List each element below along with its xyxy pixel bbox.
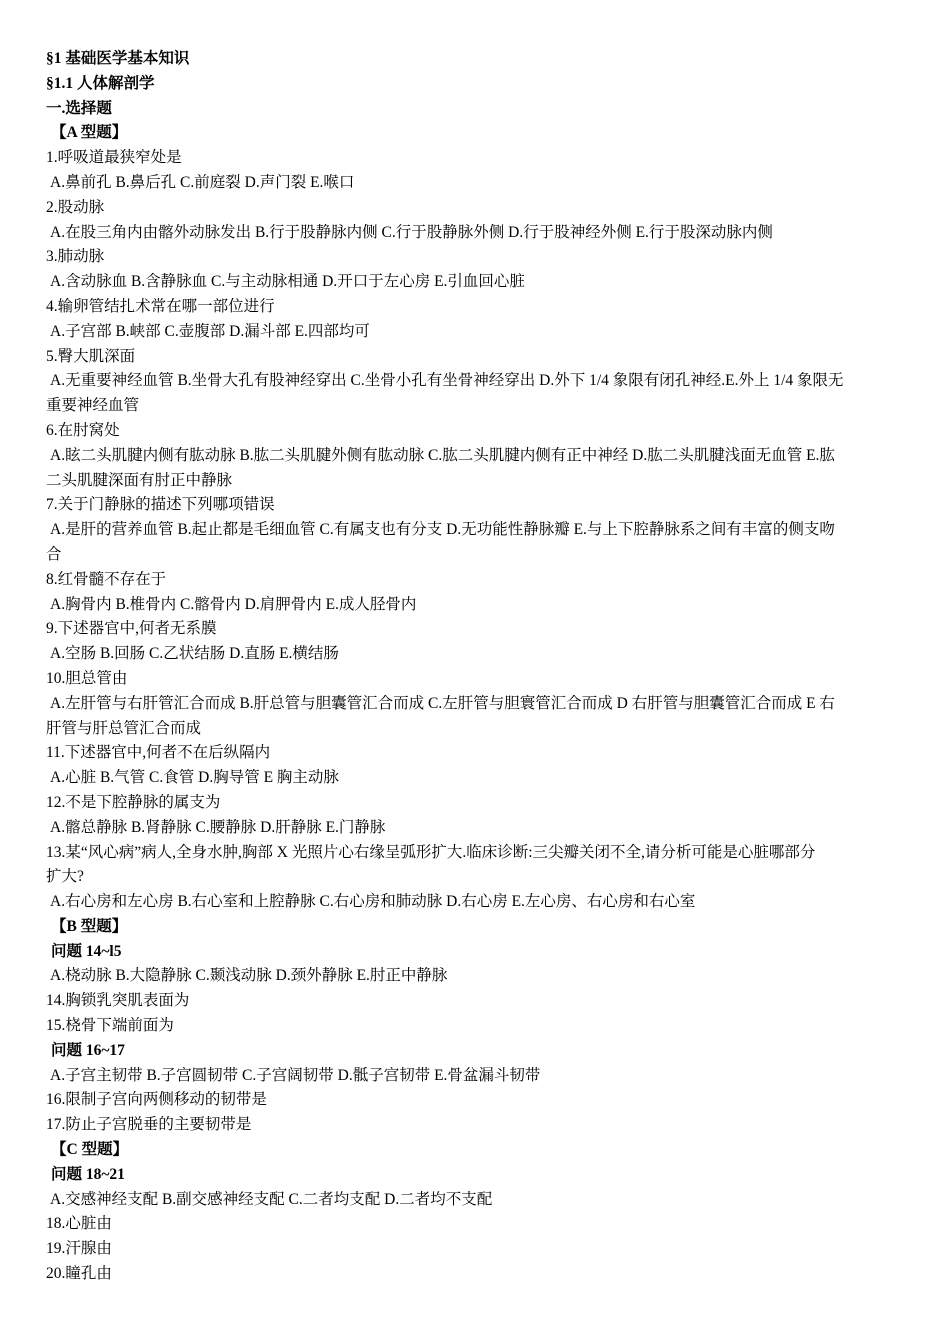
question-6: 6.在肘窝处 [46, 421, 120, 439]
question-5: 5.臀大肌深面 [46, 347, 136, 365]
question-16: 16.限制子宫向两侧移动的韧带是 [46, 1091, 267, 1109]
question-type-c-heading: 【C 型题】 [51, 1141, 129, 1159]
question-9: 9.下述器官中,何者无系膜 [46, 620, 217, 638]
question-5-options: A.无重要神经血管 B.坐骨大孔有股神经穿出 C.坐骨小孔有坐骨神经穿出 D.外下 1/4 象限有闭孔神经.E.外上 1/4 象限无 [50, 372, 844, 390]
question-15: 15.桡骨下端前面为 [46, 1017, 174, 1035]
question-10: 10.胆总管由 [46, 669, 128, 687]
question-2: 2.股动脉 [46, 198, 105, 216]
question-10-options-continued: 肝管与肝总管汇合而成 [46, 719, 202, 737]
question-7: 7.关于门静脉的描述下列哪项错误 [46, 496, 275, 514]
question-14: 14.胸锁乳突肌表面为 [46, 992, 190, 1010]
question-9-options: A.空肠 B.回肠 C.乙状结肠 D.直肠 E.横结肠 [50, 645, 339, 663]
question-12: 12.不是下腔静脉的属支为 [46, 793, 221, 811]
question-3: 3.肺动脉 [46, 248, 105, 266]
question-7-options: A.是肝的营养血管 B.起止都是毛细血管 C.有属支也有分支 D.无功能性静脉瓣 E.与上下腔静脉系之间有丰富的侧支吻 [50, 521, 835, 539]
question-11: 11.下述器官中,何者不在后纵隔内 [46, 744, 271, 762]
question-type-b-heading: 【B 型题】 [51, 917, 128, 935]
question-1: 1.呼吸道最狭窄处是 [46, 149, 182, 167]
subsection-heading: 一.选择题 [46, 99, 112, 117]
question-type-a-heading: 【A 型题】 [51, 124, 128, 142]
question-6-options: A.眩二头肌腱内侧有肱动脉 B.肱二头肌腱外侧有肱动脉 C.肱二头肌腱内侧有正中神经 D.肱二头肌腱浅面无血管 E.肱 [50, 446, 835, 464]
question-3-options: A.含动脉血 B.含静脉血 C.与主动脉相通 D.开口于左心房 E.引血回心脏 [50, 273, 525, 291]
question-17: 17.防止子宫脱垂的主要韧带是 [46, 1116, 252, 1134]
question-8: 8.红骨髓不存在于 [46, 570, 167, 588]
question-group-16-17: 问题 16~17 [51, 1041, 125, 1059]
question-13: 13.某“风心病”病人,全身水肿,胸部 X 光照片心右缘呈弧形扩大.临床诊断:三尖瓣关闭不全,请分析可能是心脏哪部分 [46, 843, 816, 861]
question-group-16-17-options: A.子宫主韧带 B.子宫圆韧带 C.子宫阔韧带 D.骶子宫韧带 E.骨盆漏斗韧带 [50, 1066, 541, 1084]
document-page [46, 47, 908, 1287]
question-2-options: A.在股三角内由髂外动脉发出 B.行于股静脉内侧 C.行于股静脉外侧 D.行于股神经外侧 E.行于股深动脉内侧 [50, 223, 773, 241]
question-5-options-continued: 重要神经血管 [46, 397, 140, 415]
question-group-18-21-options: A.交感神经支配 B.副交感神经支配 C.二者均支配 D.二者均不支配 [50, 1190, 493, 1208]
question-7-options-continued: 合 [46, 545, 62, 563]
question-6-options-continued: 二头肌腱深面有肘正中静脉 [46, 471, 233, 489]
question-4-options: A.子宫部 B.峡部 C.壶腹部 D.漏斗部 E.四部均可 [50, 322, 370, 340]
chapter-heading: §1 基础医学基本知识 [46, 50, 190, 67]
question-20: 20.瞳孔由 [46, 1265, 112, 1283]
section-heading: §1.1 人体解剖学 [46, 74, 155, 92]
question-12-options: A.髂总静脉 B.肾静脉 C.腰静脉 D.肝静脉 E.门静脉 [50, 818, 386, 836]
question-18: 18.心脏由 [46, 1215, 112, 1233]
question-13-options: A.右心房和左心房 B.右心室和上腔静脉 C.右心房和肺动脉 D.右心房 E.左心房、右心房和右心室 [50, 893, 696, 911]
question-1-options: A.鼻前孔 B.鼻后孔 C.前庭裂 D.声门裂 E.喉口 [50, 173, 355, 191]
question-13-continued: 扩大? [46, 868, 84, 886]
question-10-options: A.左肝管与右肝管汇合而成 B.肝总管与胆囊管汇合而成 C.左肝管与胆寰管汇合而成 D 右肝管与胆囊管汇合而成 E 右 [50, 694, 835, 712]
question-11-options: A.心脏 B.气管 C.食管 D.胸导管 E 胸主动脉 [50, 769, 339, 787]
question-19: 19.汗腺由 [46, 1240, 112, 1258]
question-8-options: A.胸骨内 B.椎骨内 C.髂骨内 D.肩胛骨内 E.成人胫骨内 [50, 595, 417, 613]
question-group-18-21: 问题 18~21 [51, 1165, 125, 1183]
question-group-14-15: 问题 14~l5 [51, 942, 122, 960]
question-4: 4.输卵管结扎术常在哪一部位进行 [46, 297, 275, 315]
question-group-14-15-options: A.桡动脉 B.大隐静脉 C.颞浅动脉 D.颈外静脉 E.肘正中静脉 [50, 967, 448, 985]
